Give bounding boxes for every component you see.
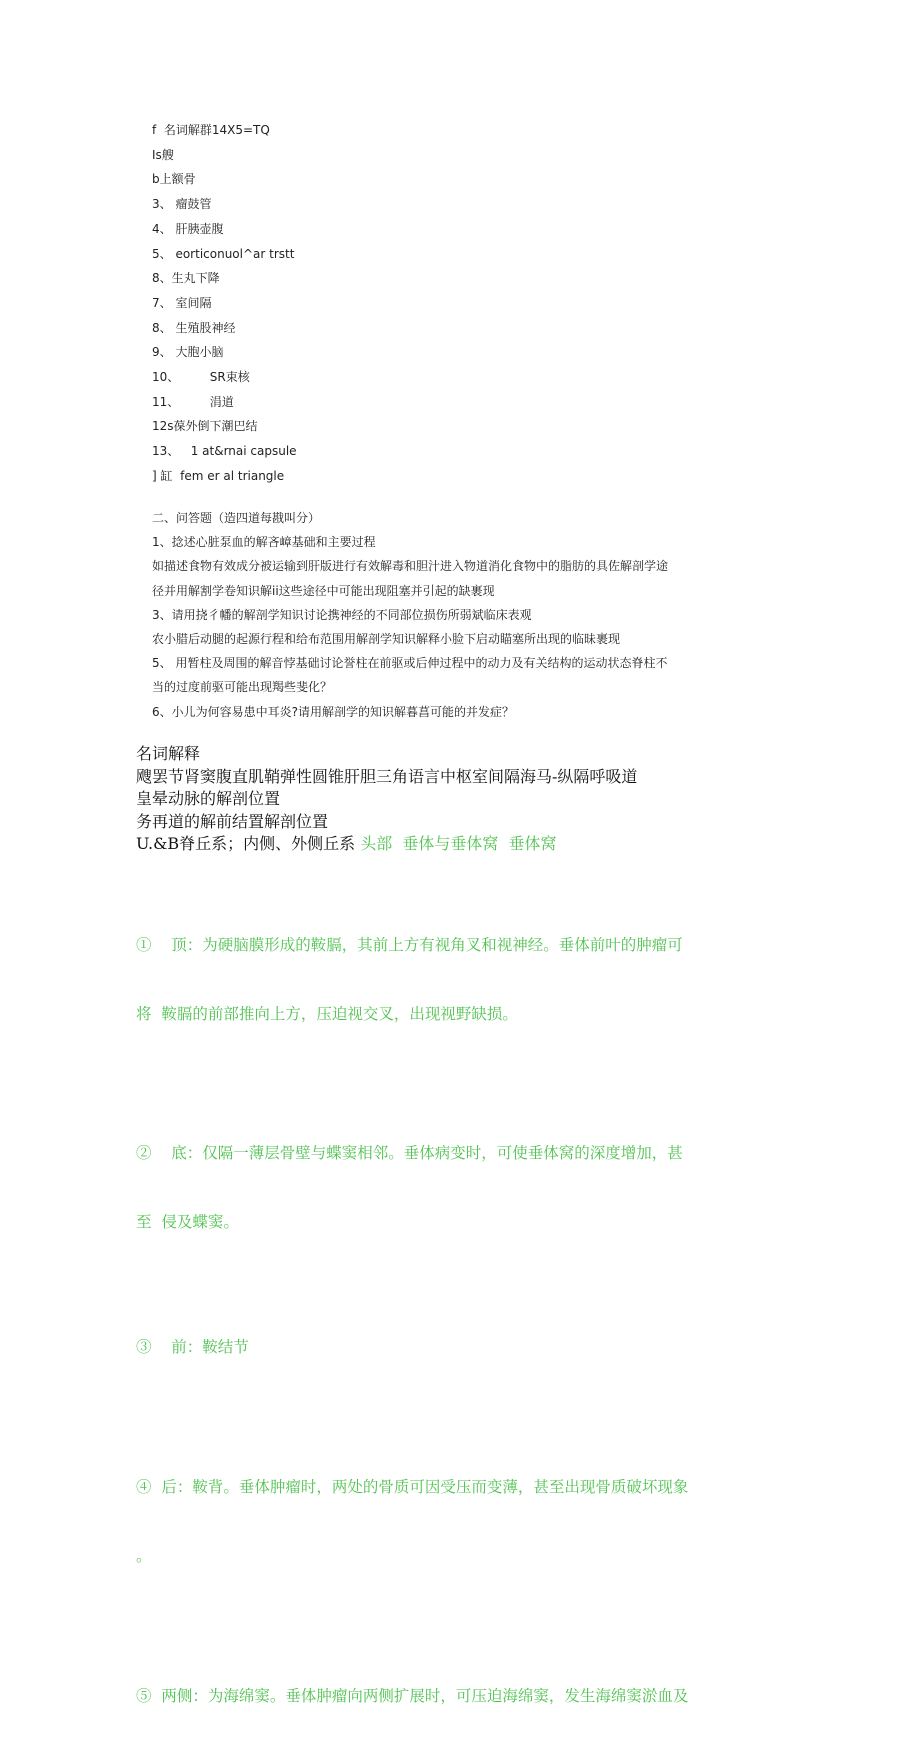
note-paragraph — [136, 1639, 802, 1754]
answer-line: 皇晕动脉的解剖位置 — [136, 789, 281, 808]
sella-turcica-notes — [136, 888, 802, 1754]
term-item: 11、 涓道 — [152, 394, 234, 409]
note-line: ④ 后：鞍背。垂体肿瘤时，两处的骨质可因受压而变薄，甚至出现骨质破坏现象 — [136, 1478, 689, 1496]
answer-line: 务再道的解前结置解剖位置 — [136, 811, 329, 831]
note-line: ② 底：仅隔一薄层骨壁与蝶窦相邻。垂体病变时，可使垂体窝的深度增加，甚 — [136, 1144, 683, 1162]
term-item: 4、 肝胰壶腹 — [152, 221, 224, 236]
question-line: 3、请用挠彳幡的解剖学知识讨论携神经的不同部位损伤所弱斌临床表观 — [152, 607, 532, 622]
term-item: 13、 1 at&rnai capsule — [152, 444, 297, 459]
question-line: 6、小儿为何容易患中耳炎?请用解剖学的知识解暮菖可能的并发症？ — [152, 704, 515, 719]
section-heading: 名词解释 — [136, 744, 201, 763]
question-line: 如描述食物有效成分被运输到肝版进行有效解毒和胆汁进入物道消化食物中的脂肪的具佐解剖学途 — [152, 559, 669, 574]
answer-heading-block — [136, 743, 637, 856]
term-item: 8、生丸下降 — [152, 271, 220, 286]
highlighted-text: 头部 垂体与垂体窝 垂体窝 — [360, 834, 557, 853]
term-item: b上额骨 — [152, 172, 196, 187]
term-item: 3、 瘤鼓管 — [152, 197, 212, 212]
note-paragraph — [136, 1290, 802, 1405]
question-line: 径并用解割学卷知识解ii这些途径中可能出现阻塞并引起的缺裹现 — [152, 583, 495, 598]
answer-line: 飕罢节肾窦腹直肌鞘弹性圆锥肝胆三角语言中枢室间隔海马-纵隔呼吸道 — [136, 766, 638, 786]
answer-line — [136, 833, 637, 856]
term-item: 12s葆外倒下潮巴结 — [152, 419, 258, 434]
term-list — [152, 118, 297, 489]
note-line: 至 侵及蝶窦。 — [136, 1213, 239, 1231]
question-line: 农小腊后动腿的起源行程和给布范围用解剖学知识解释小脸下启动瞄塞所出现的临昧裹现 — [152, 632, 621, 647]
question-line: 5、 用暂柱及周围的解音悖基础讨论誉柱在前驱或后伸过程中的动力及有关结构的运动状态脊柱不 — [152, 656, 668, 671]
answer-text: U.&B脊丘系；内侧、外侧丘系 — [136, 834, 361, 853]
note-paragraph — [136, 1430, 802, 1614]
term-item: 7、 室间隔 — [152, 295, 212, 310]
question-list — [152, 506, 668, 724]
note-paragraph — [136, 888, 802, 1072]
term-item: ] 缸 fem er al triangle — [152, 468, 285, 483]
question-line: 1、捻述心脏泵血的解吝嶂基础和主要过程 — [152, 535, 376, 550]
question-list-heading: 二、问答题（造四道每戡叫分） — [152, 511, 321, 525]
note-line: ⑤ 两侧：为海绵窦。垂体肿瘤向两侧扩展时，可压迫海绵窦，发生海绵窦淤血及 — [136, 1687, 689, 1705]
term-item: 8、 生殖股神经 — [152, 320, 236, 335]
term-item: 10、 SR束核 — [152, 370, 250, 385]
note-line: 。 — [136, 1547, 152, 1565]
term-item: 9、 大胞小脑 — [152, 345, 224, 360]
note-line: 将 鞍膈的前部推向上方，压迫视交叉，出现视野缺损。 — [136, 1005, 518, 1023]
term-item: Is艘 — [152, 147, 174, 162]
note-line: ① 顶：为硬脑膜形成的鞍膈，其前上方有视角叉和视神经。垂体前叶的肿瘤可 — [136, 936, 683, 954]
question-line: 当的过度前驱可能出现羯些斐化？ — [152, 680, 333, 695]
term-item: 5、 eorticonuol^ar trstt — [152, 246, 295, 261]
note-line: ③ 前：鞍结节 — [136, 1338, 249, 1356]
term-list-heading: f 名词解群14X5=TQ — [152, 123, 270, 137]
note-paragraph — [136, 1096, 802, 1280]
